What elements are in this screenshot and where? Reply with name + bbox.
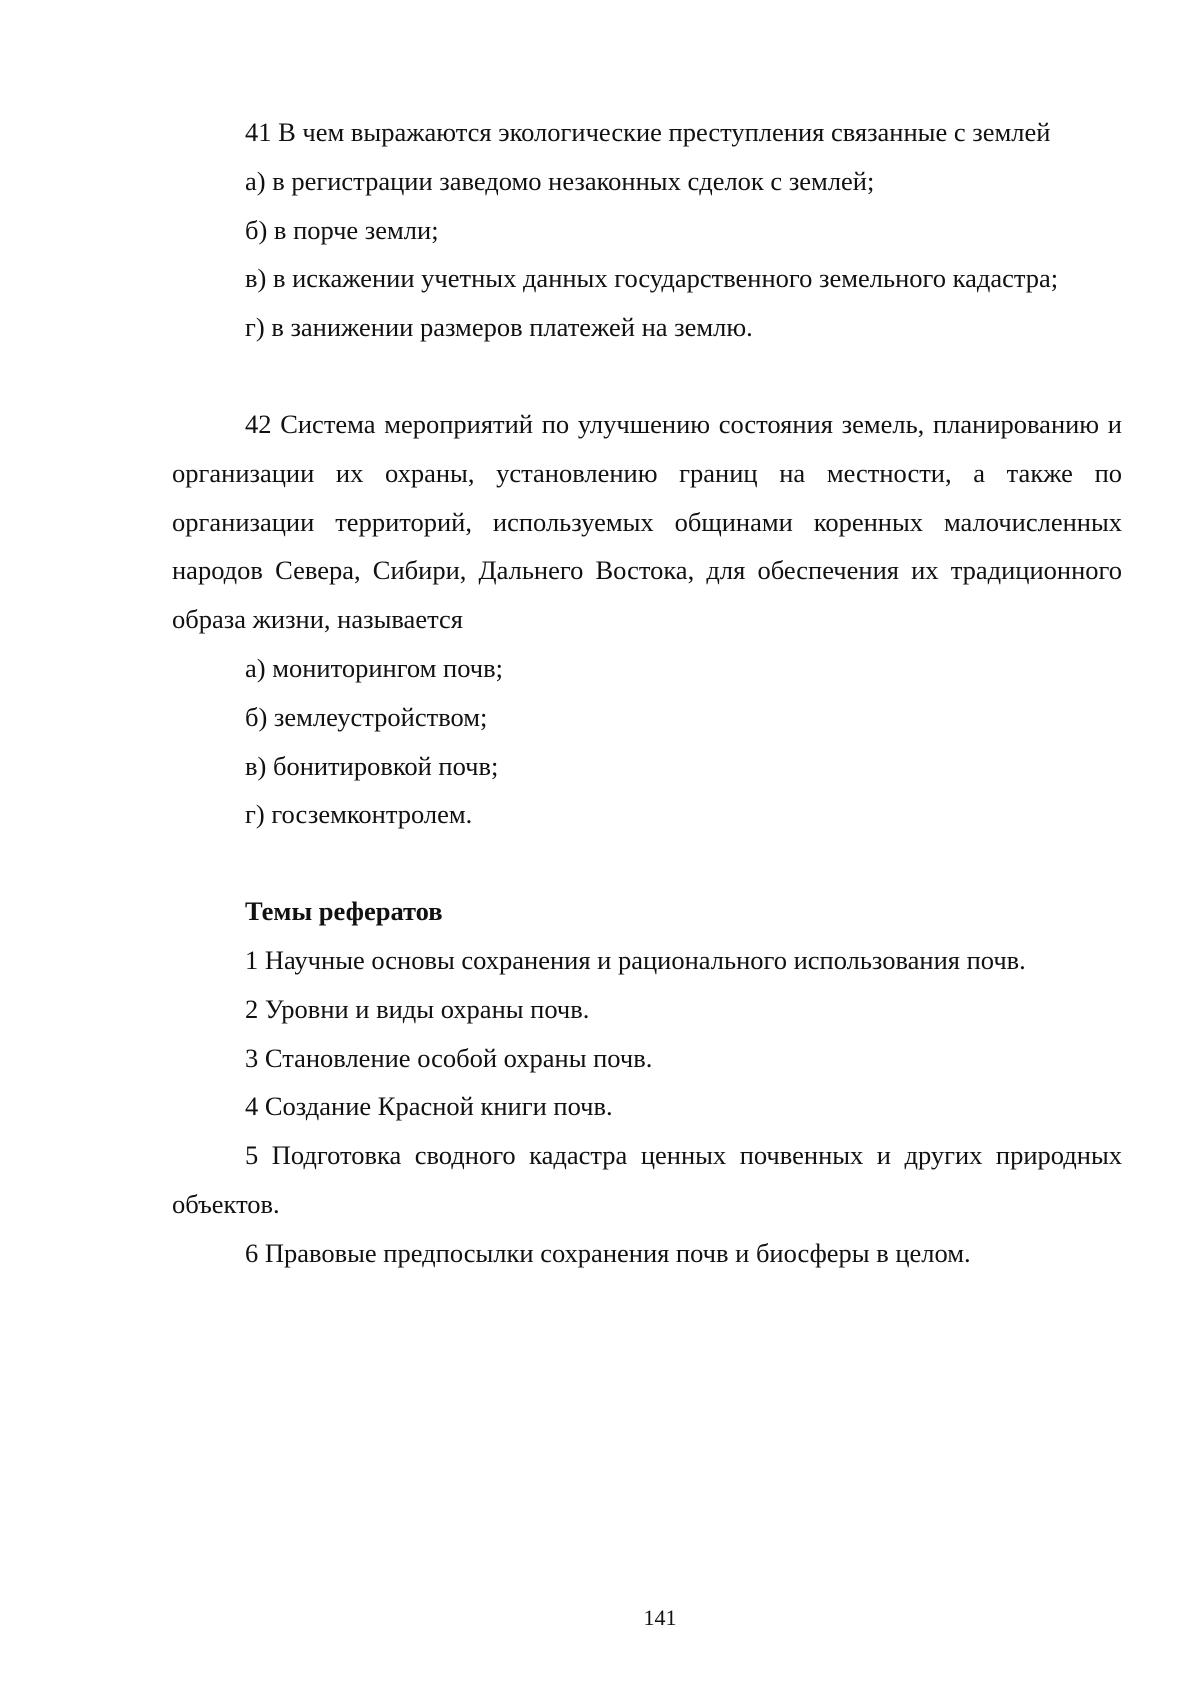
question-42-option-b: б) землеустройством; <box>245 701 488 732</box>
topic-item-5: 5 Подготовка сводного кадастра ценных почвенных и других природных объектов. <box>172 1140 1122 1219</box>
question-42-option-d: г) госземконтролем. <box>245 799 473 830</box>
topic-item-3: 3 Становление особой охраны почв. <box>245 1042 653 1073</box>
question-41-option-c: в) в искажении учетных данных государственного земельного кадастра; <box>245 263 1059 294</box>
topics-heading: Темы рефератов <box>245 896 443 927</box>
topic-item-2: 2 Уровни и виды охраны почв. <box>245 993 590 1024</box>
question-41-option-b: б) в порче земли; <box>245 214 439 245</box>
spacer <box>172 839 1122 887</box>
topic-item-1: 1 Научные основы сохранения и рационального использования почв. <box>245 944 1026 975</box>
question-42-text: 42 Система мероприятий по улучшению состояния земель, планированию и организации их охраны, установлению границ на местности, а также по организации территорий, используемых общинами коренных малочисленных народов Севера, Сибири, Дальнего Востока, для обеспечения их традиционного образа жизни, называется <box>172 408 1122 635</box>
topic-item-6: 6 Правовые предпосылки сохранения почв и биосферы в целом. <box>245 1237 971 1268</box>
question-42-option-c: в) бонитировкой почв; <box>245 750 499 781</box>
question-42-option-a: а) мониторингом почв; <box>245 652 503 683</box>
question-41-text: 41 В чем выражаются экологические преступления связанные с землей <box>245 117 1051 147</box>
spacer <box>172 352 1122 400</box>
question-41-option-a: а) в регистрации заведомо незаконных сделок с землей; <box>245 165 875 196</box>
document-body <box>172 108 1122 1278</box>
page-number: 141 <box>643 1605 677 1630</box>
topic-item-4: 4 Создание Красной книги почв. <box>245 1091 613 1122</box>
question-41-option-d: г) в занижении размеров платежей на землю. <box>245 312 753 343</box>
